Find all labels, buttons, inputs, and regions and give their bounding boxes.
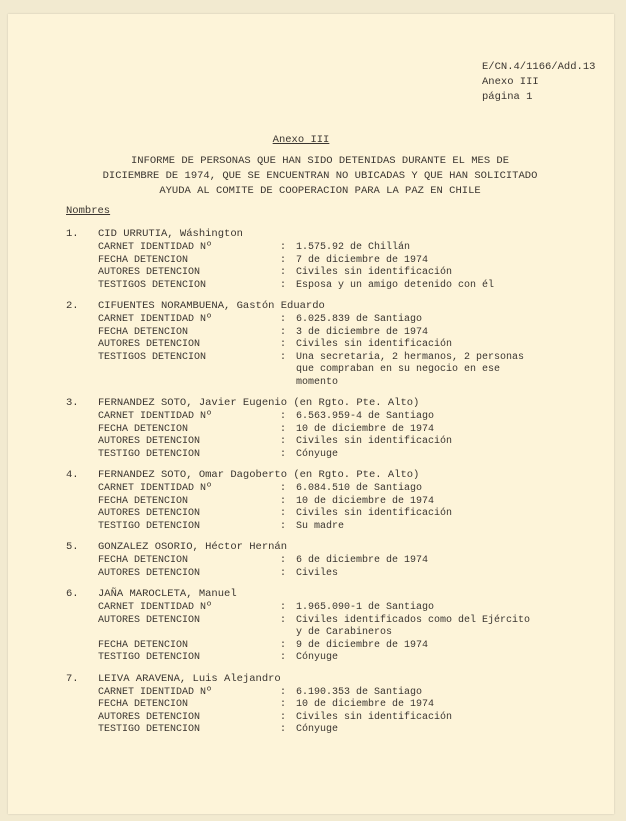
- field-value: [296, 352, 596, 390]
- field-row: [66, 568, 596, 581]
- field-value: [296, 267, 596, 280]
- field-row: [66, 483, 596, 496]
- field-colon: :: [280, 254, 287, 266]
- field-label: CARNET IDENTIDAD Nº: [98, 483, 213, 494]
- field-value: [296, 255, 596, 268]
- field-row: [66, 602, 596, 615]
- field-colon: :: [280, 339, 287, 350]
- field-value-line: 1.965.090-1 de Santiago: [296, 602, 435, 613]
- field-value-line: 10 de diciembre de 1974: [296, 495, 435, 507]
- field-label: FECHA DETENCION: [98, 555, 189, 566]
- field-colon: :: [280, 614, 287, 626]
- field-row: [66, 352, 596, 390]
- field-colon: :: [280, 602, 287, 613]
- field-label: CARNET IDENTIDAD Nº: [98, 242, 213, 253]
- detainee-name: FERNANDEZ SOTO, Javier Eugenio (en Rgto. Pte. Alto): [98, 397, 420, 409]
- field-colon: :: [280, 423, 287, 435]
- entry-heading: [66, 671, 596, 687]
- field-colon: :: [280, 242, 287, 253]
- field-value: [296, 496, 596, 509]
- field-colon: :: [280, 279, 287, 291]
- detainee-entry: [66, 395, 596, 461]
- field-label: TESTIGO DETENCION: [98, 724, 201, 735]
- field-row: [66, 255, 596, 268]
- field-colon: :: [280, 411, 287, 422]
- field-value: [296, 483, 596, 496]
- field-value-line: Civiles sin identificación: [296, 267, 453, 278]
- field-value: [296, 602, 596, 615]
- entry-number: 7.: [66, 672, 79, 685]
- field-row: [66, 555, 596, 568]
- entry-number: 4.: [66, 469, 79, 481]
- detainee-name: CID URRUTIA, Wáshington: [98, 228, 243, 240]
- field-label: FECHA DETENCION: [98, 254, 189, 266]
- field-label: TESTIGOS DETENCION: [98, 279, 207, 291]
- field-colon: :: [280, 267, 287, 278]
- field-row: [66, 424, 596, 437]
- field-label: AUTORES DETENCION: [98, 436, 201, 447]
- field-label: TESTIGO DETENCION: [98, 448, 201, 460]
- field-label: AUTORES DETENCION: [98, 267, 201, 278]
- field-label: TESTIGO DETENCION: [98, 652, 201, 663]
- detainee-entry: [66, 226, 596, 292]
- ref-annex: Anexo III: [482, 76, 539, 88]
- field-value-line: Su madre: [296, 520, 345, 532]
- field-label: FECHA DETENCION: [98, 639, 189, 651]
- entry-number: 3.: [66, 397, 79, 409]
- field-row: [66, 314, 596, 327]
- entry-number: 2.: [66, 300, 79, 312]
- field-colon: :: [280, 686, 287, 698]
- detainee-entry: [66, 671, 596, 737]
- detainee-entry: [66, 298, 596, 389]
- entry-number: 6.: [66, 588, 79, 600]
- field-row: [66, 496, 596, 509]
- field-label: CARNET IDENTIDAD Nº: [98, 411, 213, 422]
- field-value-line: 9 de diciembre de 1974: [296, 639, 429, 651]
- entry-number: 5.: [66, 541, 79, 553]
- field-value-line: 6.563.959-4 de Santiago: [296, 411, 435, 422]
- field-value-line: Civiles sin identificación: [296, 508, 453, 519]
- field-value-line: 1.575.92 de Chillán: [296, 242, 411, 253]
- entry-heading: [66, 395, 596, 411]
- field-value: [296, 436, 596, 449]
- field-value: [296, 699, 596, 712]
- field-value-line: Cónyuge: [296, 724, 339, 735]
- field-value: [296, 555, 596, 568]
- field-colon: :: [280, 436, 287, 447]
- field-colon: :: [280, 555, 287, 566]
- field-value: [296, 687, 596, 700]
- ref-page: página 1: [482, 91, 533, 103]
- field-value-line: 3 de diciembre de 1974: [296, 326, 429, 338]
- field-colon: :: [280, 639, 287, 651]
- field-row: [66, 712, 596, 725]
- field-value: [296, 339, 596, 352]
- field-label: AUTORES DETENCION: [98, 567, 201, 579]
- names-heading: Nombres: [66, 205, 111, 217]
- field-label: FECHA DETENCION: [98, 326, 189, 338]
- field-colon: :: [280, 326, 287, 338]
- field-label: AUTORES DETENCION: [98, 614, 201, 626]
- field-label: FECHA DETENCION: [98, 423, 189, 435]
- detainee-name: FERNANDEZ SOTO, Omar Dagoberto (en Rgto. Pte. Alto): [98, 469, 420, 481]
- field-value: [296, 327, 596, 340]
- field-colon: :: [280, 724, 287, 735]
- detainee-name: GONZALEZ OSORIO, Héctor Hernán: [98, 541, 288, 553]
- field-value: [296, 712, 596, 725]
- field-value-line: Civiles sin identificación: [296, 711, 453, 723]
- detainee-entry: [66, 586, 596, 665]
- field-row: [66, 267, 596, 280]
- detainee-name: CIFUENTES NORAMBUENA, Gastón Eduardo: [98, 300, 325, 312]
- field-row: [66, 339, 596, 352]
- field-label: TESTIGO DETENCION: [98, 520, 201, 532]
- field-value-line: 6 de diciembre de 1974: [296, 555, 429, 566]
- annex-title: Anexo III: [272, 134, 330, 146]
- entry-heading: [66, 298, 596, 314]
- report-title: INFORME DE PERSONAS QUE HAN SIDO DETENIDAS DURANTE EL MES DE DICIEMBRE DE 1974, QUE SE ENCUENTRAN NO UBICADAS Y QUE HAN SOLICITADO AYUDA AL COMITE DE COOPERACION PARA LA PAZ EN CHILE: [102, 155, 538, 197]
- field-colon: :: [280, 314, 287, 325]
- field-value: [296, 280, 596, 293]
- field-label: FECHA DETENCION: [98, 495, 189, 507]
- field-row: [66, 411, 596, 424]
- field-value-line: que compraban en su negocio en ese: [296, 364, 501, 375]
- field-value: [296, 242, 596, 255]
- field-colon: :: [280, 520, 287, 532]
- field-colon: :: [280, 652, 287, 663]
- document-reference: [482, 60, 595, 105]
- field-value: [296, 652, 596, 665]
- field-row: [66, 242, 596, 255]
- field-value-line: y de Carabineros: [296, 627, 393, 638]
- field-row: [66, 449, 596, 462]
- field-row: [66, 640, 596, 653]
- entry-heading: [66, 226, 596, 242]
- field-value-line: Cónyuge: [296, 652, 339, 663]
- field-value-line: Civiles sin identificación: [296, 339, 453, 350]
- field-value-line: momento: [296, 376, 339, 388]
- field-label: AUTORES DETENCION: [98, 508, 201, 519]
- field-colon: :: [280, 567, 287, 579]
- field-value-line: 6.190.353 de Santiago: [296, 686, 423, 698]
- entry-number: 1.: [66, 228, 79, 240]
- field-label: AUTORES DETENCION: [98, 711, 201, 723]
- field-value-line: Esposa y un amigo detenido con él: [296, 279, 495, 291]
- field-value-line: Cónyuge: [296, 448, 339, 460]
- field-label: AUTORES DETENCION: [98, 339, 201, 350]
- field-colon: :: [280, 351, 287, 363]
- field-value: [296, 508, 596, 521]
- field-value: [296, 724, 596, 737]
- ref-symbol: E/CN.4/1166/Add.13: [482, 61, 596, 73]
- field-value: [296, 411, 596, 424]
- field-value-line: 10 de diciembre de 1974: [296, 423, 435, 435]
- entry-heading: [66, 539, 596, 555]
- field-colon: :: [280, 508, 287, 519]
- detainee-name: JAÑA MAROCLETA, Manuel: [98, 588, 237, 600]
- field-label: CARNET IDENTIDAD Nº: [98, 314, 213, 325]
- document-page: [8, 14, 614, 814]
- field-row: [66, 615, 596, 640]
- field-label: CARNET IDENTIDAD Nº: [98, 602, 213, 613]
- field-value: [296, 449, 596, 462]
- field-row: [66, 699, 596, 712]
- field-value-line: Civiles: [296, 567, 339, 579]
- entry-heading: [66, 586, 596, 602]
- field-label: FECHA DETENCION: [98, 699, 189, 710]
- field-value: [296, 640, 596, 653]
- field-colon: :: [280, 699, 287, 710]
- field-value: [296, 568, 596, 581]
- field-label: CARNET IDENTIDAD Nº: [98, 686, 213, 698]
- field-row: [66, 724, 596, 737]
- detainee-entry: [66, 539, 596, 580]
- field-label: TESTIGOS DETENCION: [98, 351, 207, 363]
- entry-heading: [66, 467, 596, 483]
- field-value: [296, 615, 596, 640]
- field-row: [66, 521, 596, 534]
- field-row: [66, 652, 596, 665]
- detainee-list: [66, 226, 596, 743]
- field-value-line: 6.084.510 de Santiago: [296, 483, 423, 494]
- field-value-line: 6.025.839 de Santiago: [296, 314, 423, 325]
- field-value-line: 7 de diciembre de 1974: [296, 254, 429, 266]
- field-value: [296, 314, 596, 327]
- field-value: [296, 424, 596, 437]
- field-colon: :: [280, 495, 287, 507]
- field-value-line: Una secretaria, 2 hermanos, 2 personas: [296, 351, 525, 363]
- detainee-name: LEIVA ARAVENA, Luis Alejandro: [98, 672, 281, 685]
- field-value-line: Civiles identificados como del Ejército: [296, 614, 531, 626]
- field-row: [66, 687, 596, 700]
- field-value: [296, 521, 596, 534]
- field-row: [66, 436, 596, 449]
- field-row: [66, 327, 596, 340]
- field-colon: :: [280, 483, 287, 494]
- field-row: [66, 508, 596, 521]
- field-colon: :: [280, 711, 287, 723]
- field-value-line: 10 de diciembre de 1974: [296, 699, 435, 710]
- detainee-entry: [66, 467, 596, 533]
- field-value-line: Civiles sin identificación: [296, 436, 453, 447]
- field-colon: :: [280, 448, 287, 460]
- field-row: [66, 280, 596, 293]
